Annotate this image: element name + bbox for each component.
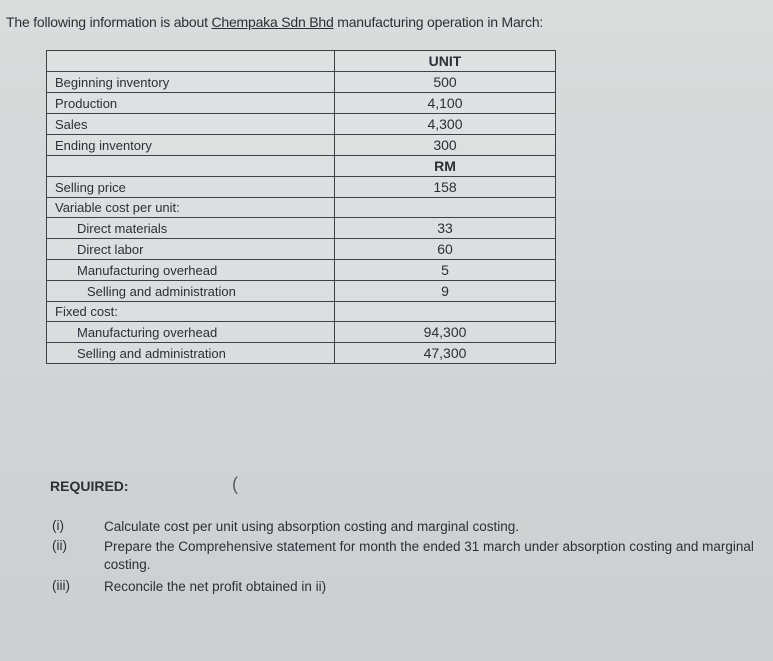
row-value: 94,300 [335, 322, 556, 343]
row-label: Direct labor [47, 239, 335, 260]
table-row [47, 260, 556, 281]
row-value: 4,300 [335, 114, 556, 135]
question-1 [52, 518, 773, 536]
company-name: Chempaka Sdn Bhd [211, 14, 334, 30]
row-value: 9 [335, 281, 556, 302]
row-value: 300 [335, 135, 556, 156]
row-label: Direct materials [47, 218, 335, 239]
question-number: (iii) [52, 578, 70, 593]
pen-mark: ( [232, 474, 238, 494]
question-2 [52, 538, 773, 574]
table-cell [335, 302, 556, 322]
unit-header: UNIT [335, 51, 556, 72]
row-value: 500 [335, 72, 556, 93]
row-label: Selling and administration [47, 281, 335, 302]
intro-after: manufacturing operation in March: [333, 14, 544, 30]
row-value: 33 [335, 218, 556, 239]
section-heading: Variable cost per unit: [47, 198, 335, 218]
table-row [47, 343, 556, 364]
table-row [47, 135, 556, 156]
table-row [47, 239, 556, 260]
row-value: 47,300 [335, 343, 556, 364]
row-label: Sales [47, 114, 335, 135]
table-row [47, 114, 556, 135]
table-cell [335, 198, 556, 218]
table-row [47, 93, 556, 114]
question-number: (i) [52, 518, 64, 533]
question-text: Calculate cost per unit using absorption costing and marginal costing. [104, 519, 519, 534]
row-value: 4,100 [335, 93, 556, 114]
rm-header: RM [335, 156, 556, 177]
row-value: 5 [335, 260, 556, 281]
data-table [46, 50, 556, 364]
row-label: Selling and administration [47, 343, 335, 364]
question-3 [52, 578, 773, 596]
row-label: Manufacturing overhead [47, 322, 335, 343]
question-number: (ii) [52, 538, 67, 553]
table-cell [47, 156, 335, 177]
table-cell [47, 51, 335, 72]
table-row [47, 322, 556, 343]
table-row [47, 302, 556, 322]
table-row [47, 218, 556, 239]
row-label: Beginning inventory [47, 72, 335, 93]
question-text: Reconcile the net profit obtained in ii) [104, 579, 327, 594]
table-row [47, 72, 556, 93]
question-text: Prepare the Comprehensive statement for month the ended 31 march under absorption costing and marginal costing. [104, 539, 754, 572]
row-label: Manufacturing overhead [47, 260, 335, 281]
required-title: REQUIRED: [50, 478, 129, 494]
row-label: Production [47, 93, 335, 114]
intro-before: The following information is about [6, 14, 212, 30]
row-label: Selling price [47, 177, 335, 198]
table-row [47, 156, 556, 177]
row-value: 158 [335, 177, 556, 198]
table-row [47, 177, 556, 198]
table-row [47, 198, 556, 218]
table-row [47, 51, 556, 72]
intro-text [6, 14, 543, 30]
section-heading: Fixed cost: [47, 302, 335, 322]
row-value: 60 [335, 239, 556, 260]
row-label: Ending inventory [47, 135, 335, 156]
table-row [47, 281, 556, 302]
